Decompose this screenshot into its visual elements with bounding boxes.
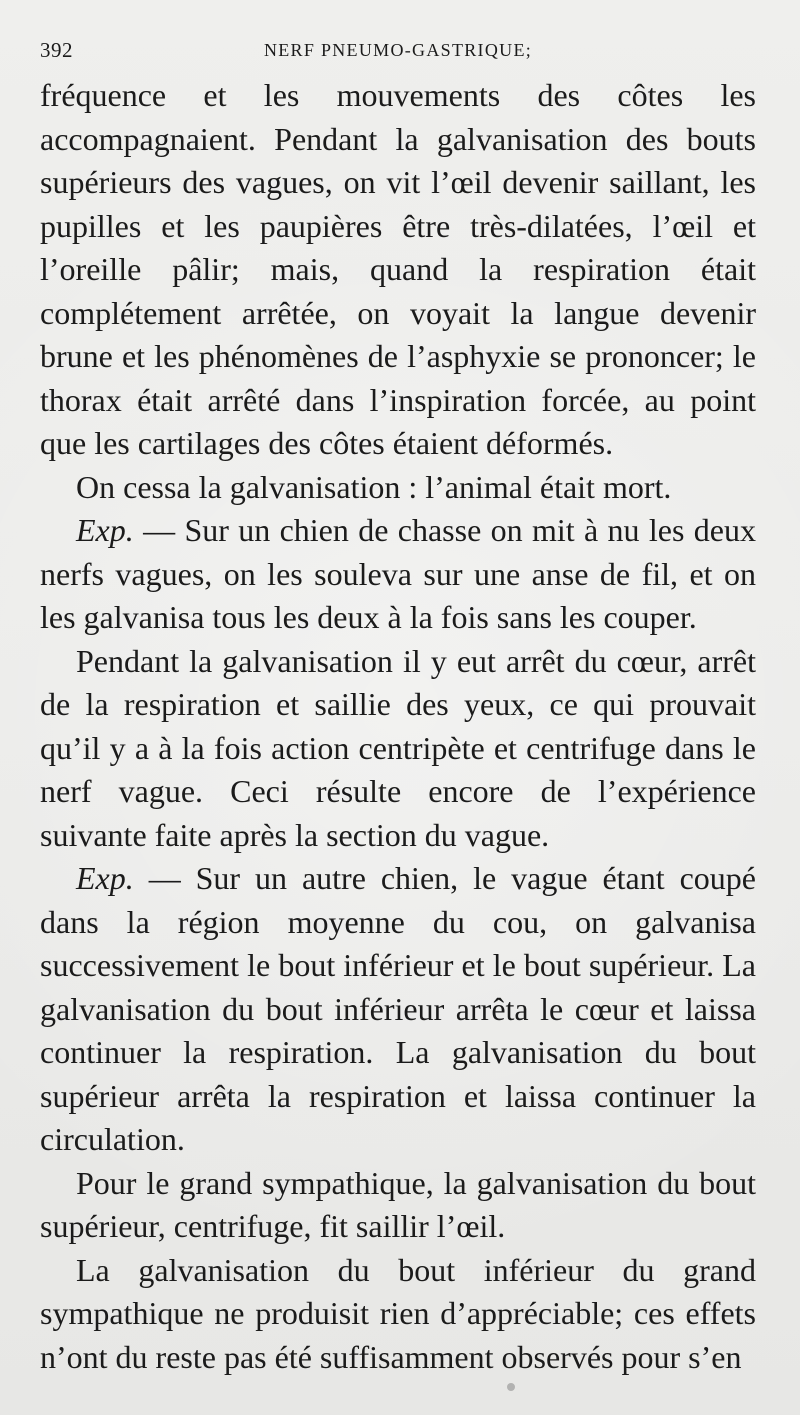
paper-speck xyxy=(507,1383,515,1391)
experiment-label: Exp. xyxy=(76,860,134,896)
experiment-text: — Sur un chien de chasse on mit à nu les deux nerfs vagues, on les souleva sur une anse de fil, et on les galvanisa tous les deux à la fois sans les couper. xyxy=(40,512,756,635)
paragraph-observation: Pendant la galvanisation il y eut arrêt du cœur, arrêt de la respiration et saillie des yeux, ce qui prouvait qu’il y a à la fois action centripète et centrifuge dans le nerf vague. Ceci résulte encore de l’expérience suivante faite après la section du vague. xyxy=(40,642,756,853)
paragraph-continuation: fréquence et les mouvements des côtes les accompagnaient. Pendant la galvanisation des bouts supérieurs des vagues, on vit l’œil devenir saillant, les pupilles et les paupières être très-dilatées, l’œil et l’oreille pâlir; mais, quand la respiration était complétement arrêtée, on voyait la langue devenir brune et les phénomènes de l’asphyxie se prononcer; le thorax était arrêté dans l’inspiration forcée, au point que les cartilages des côtes étaient déformés. xyxy=(40,77,756,461)
running-title: NERF PNEUMO-GASTRIQUE; xyxy=(263,40,533,60)
paragraph-conclusion: On cessa la galvanisation : l’animal était mort. xyxy=(76,468,672,505)
experiment-label: Exp. xyxy=(76,512,134,548)
page-number: 392 xyxy=(40,38,73,62)
page-header xyxy=(40,32,756,74)
experiment-paragraph-2 xyxy=(40,857,756,1162)
body-text xyxy=(40,74,756,1379)
experiment-text: — Sur un autre chien, le vague étant coupé dans la région moyenne du cou, on galvanisa successivement le bout inférieur et le bout supérieur. La galvanisation du bout inférieur arrêta le cœur et laissa continuer la respiration. La galvanisation du bout supérieur arrêta la respiration et laissa continuer la circulation. xyxy=(40,860,756,1157)
paragraph-final: La galvanisation du bout inférieur du grand sympathique ne produisit rien d’appréciable; ces effets n’ont du reste pas été suffisamment observés pour s’en xyxy=(40,1251,756,1375)
experiment-paragraph-1 xyxy=(40,509,756,640)
paragraph-sympathetic: Pour le grand sympathique, la galvanisation du bout supérieur, centrifuge, fit saillir l’œil. xyxy=(40,1164,756,1244)
